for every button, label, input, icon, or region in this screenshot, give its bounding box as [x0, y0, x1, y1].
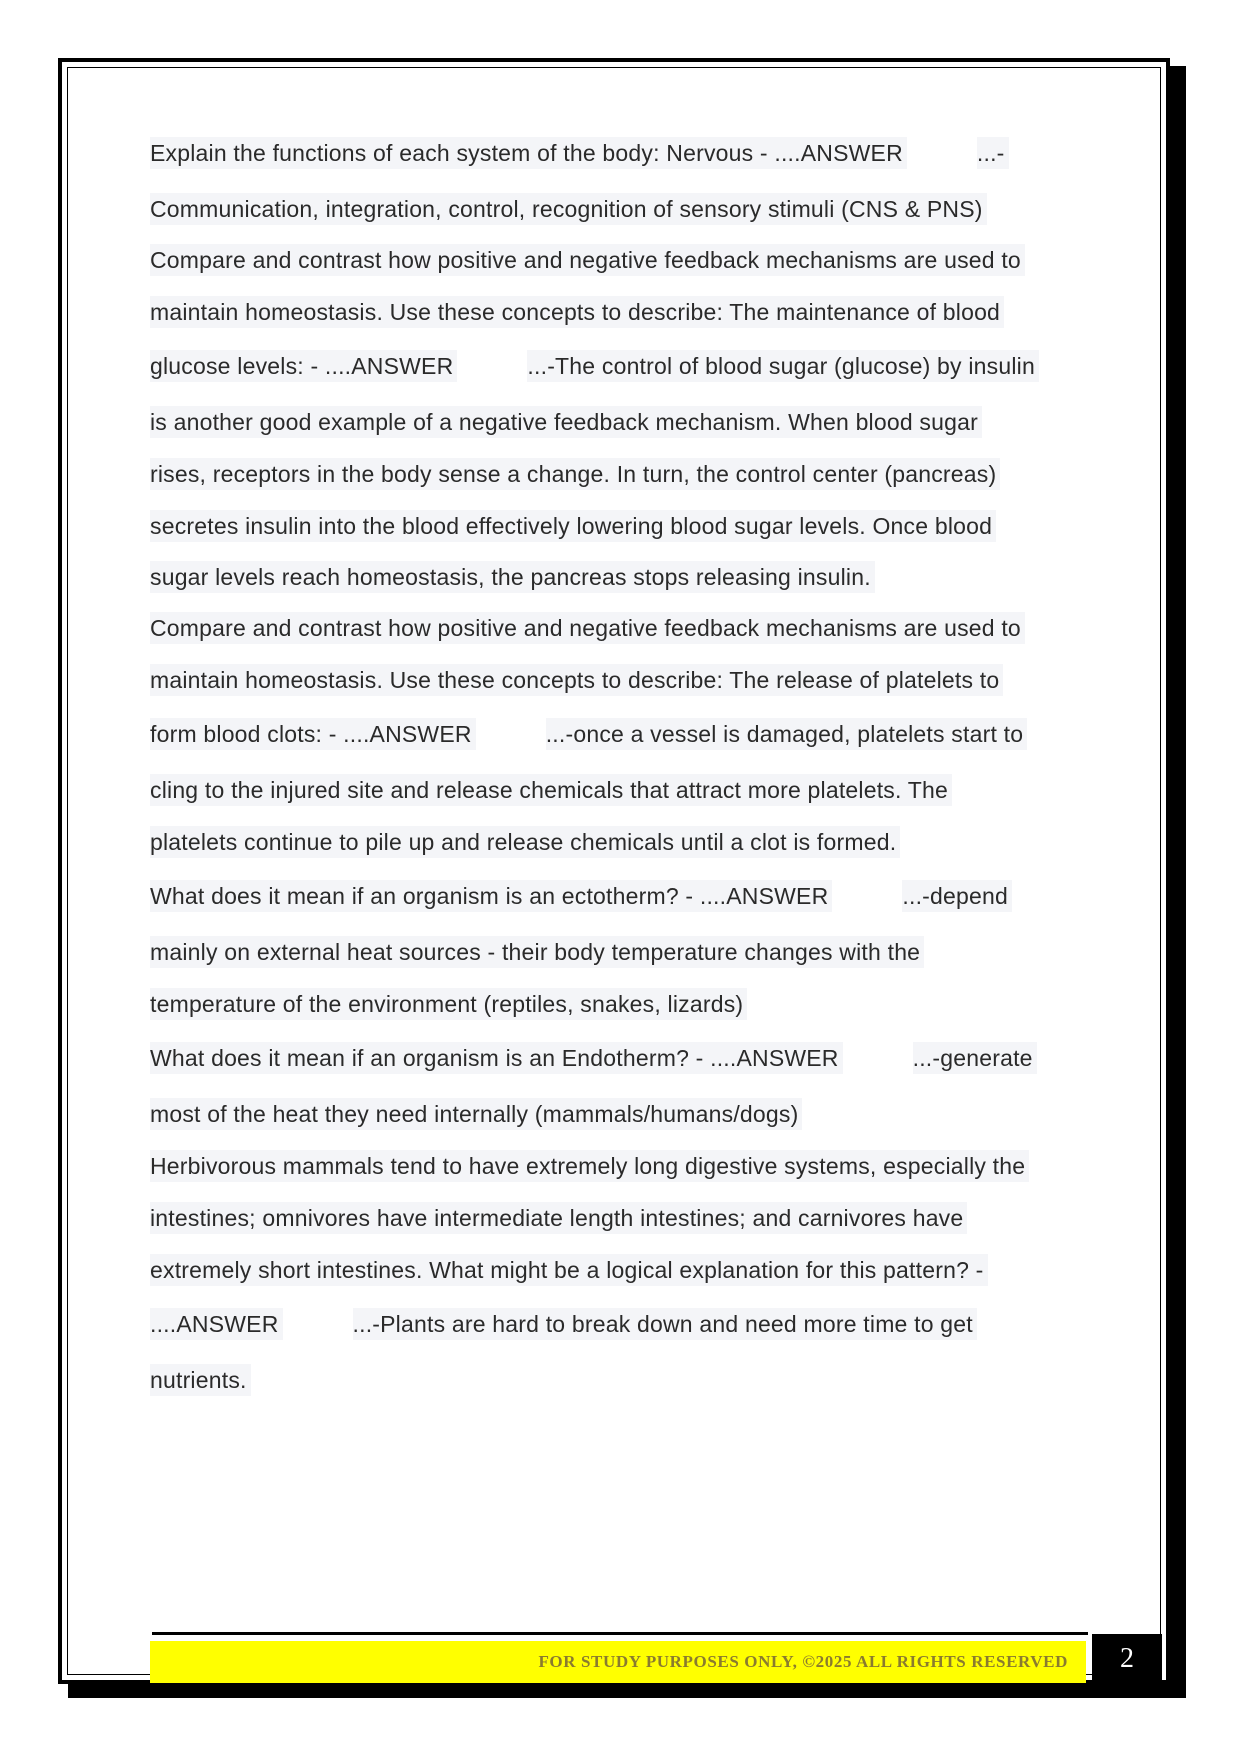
line-answer-text: ...-The control of blood sugar (glucose) by insulin [527, 350, 1039, 382]
text-line [150, 826, 900, 858]
line-text: Compare and contrast how positive and negative feedback mechanisms are used to [150, 244, 1025, 276]
line-text: Herbivorous mammals tend to have extremely long digestive systems, especially the [150, 1150, 1029, 1182]
line-answer-text: ...- [977, 137, 1009, 169]
line-text: maintain homeostasis. Use these concepts to describe: The release of platelets to [150, 664, 1003, 696]
line-answer-text: ...-generate [913, 1042, 1037, 1074]
text-line [150, 612, 1025, 644]
text-line [150, 1308, 977, 1340]
line-text: Compare and contrast how positive and negative feedback mechanisms are used to [150, 612, 1025, 644]
line-answer-text: ...-depend [902, 880, 1012, 912]
line-text: form blood clots: - ....ANSWER [150, 718, 476, 750]
line-text: extremely short intestines. What might be a logical explanation for this pattern? - [150, 1254, 988, 1286]
line-answer-text: ...-once a vessel is damaged, platelets start to [546, 718, 1028, 750]
line-text: glucose levels: - ....ANSWER [150, 350, 457, 382]
line-text: secretes insulin into the blood effectively lowering blood sugar levels. Once blood [150, 510, 996, 542]
text-line [150, 1042, 1037, 1074]
line-text: is another good example of a negative feedback mechanism. When blood sugar [150, 406, 982, 438]
line-text: rises, receptors in the body sense a change. In turn, the control center (pancreas) [150, 458, 1000, 490]
text-line [150, 1150, 1029, 1182]
text-line [150, 664, 1003, 696]
text-line [150, 1098, 802, 1130]
text-line [150, 193, 987, 225]
line-text: nutrients. [150, 1364, 251, 1396]
line-text: Communication, integration, control, recognition of sensory stimuli (CNS & PNS) [150, 193, 987, 225]
line-text: intestines; omnivores have intermediate length intestines; and carnivores have [150, 1202, 967, 1234]
text-line [150, 1364, 251, 1396]
text-line [150, 774, 952, 806]
line-text: mainly on external heat sources - their body temperature changes with the [150, 936, 924, 968]
text-line [150, 718, 1027, 750]
line-text: What does it mean if an organism is an Endotherm? - ....ANSWER [150, 1042, 843, 1074]
text-line [150, 296, 1004, 328]
footer-notice: FOR STUDY PURPOSES ONLY, ©2025 ALL RIGHTS RESERVED [538, 1652, 1068, 1671]
line-answer-text: ...-Plants are hard to break down and need more time to get [353, 1308, 977, 1340]
text-line [150, 458, 1000, 490]
line-text: What does it mean if an organism is an ectotherm? - ....ANSWER [150, 880, 832, 912]
page-number: 2 [1120, 1643, 1134, 1674]
line-text: sugar levels reach homeostasis, the pancreas stops releasing insulin. [150, 561, 875, 593]
text-line [150, 510, 996, 542]
page-number-box [1092, 1634, 1162, 1684]
text-line [150, 988, 747, 1020]
footer-rule [152, 1632, 1088, 1635]
text-line [150, 350, 1039, 382]
text-line [150, 137, 1009, 169]
line-text: Explain the functions of each system of the body: Nervous - ....ANSWER [150, 137, 907, 169]
line-text: most of the heat they need internally (mammals/humans/dogs) [150, 1098, 802, 1130]
text-line [150, 880, 1012, 912]
text-line [150, 936, 924, 968]
text-line [150, 561, 875, 593]
footer-band [150, 1641, 1086, 1683]
line-text: cling to the injured site and release chemicals that attract more platelets. The [150, 774, 952, 806]
line-text: maintain homeostasis. Use these concepts to describe: The maintenance of blood [150, 296, 1004, 328]
line-text: ....ANSWER [150, 1308, 283, 1340]
text-line [150, 1254, 988, 1286]
text-line [150, 406, 982, 438]
line-text: platelets continue to pile up and release chemicals until a clot is formed. [150, 826, 900, 858]
text-line [150, 1202, 967, 1234]
text-line [150, 244, 1025, 276]
line-text: temperature of the environment (reptiles, snakes, lizards) [150, 988, 747, 1020]
